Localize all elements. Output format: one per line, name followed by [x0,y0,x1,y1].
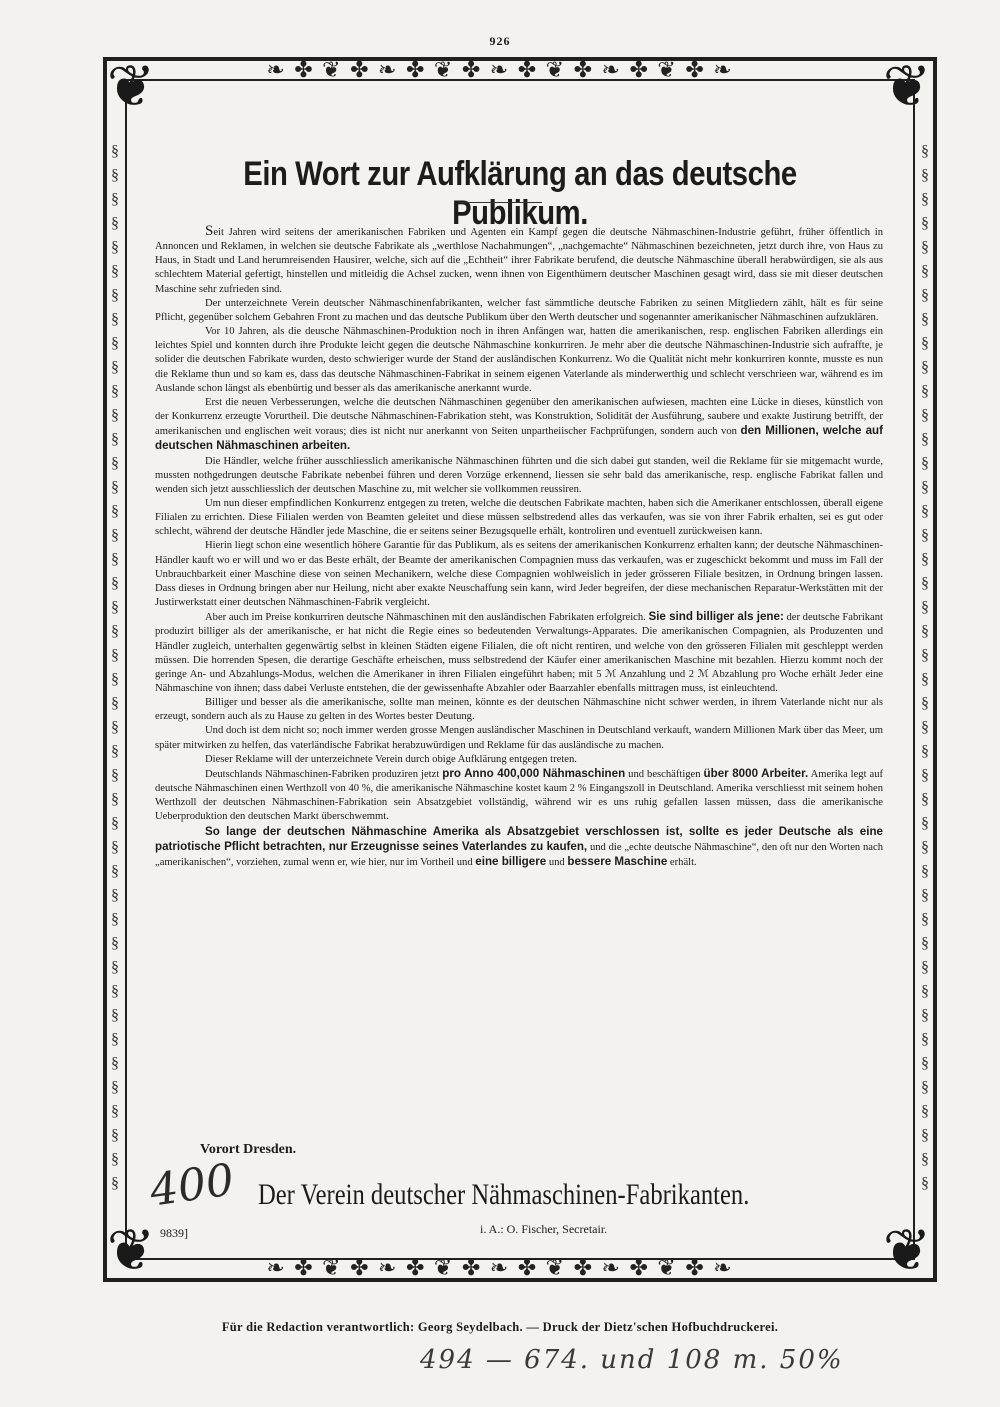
corner-ornament-top-left: ❦ [106,54,156,119]
body-paragraph [155,753,883,767]
paragraph-text: und [546,856,568,868]
body-paragraph [155,767,883,825]
emphasis-text: den Millionen, welche auf deutschen Nähmaschinen arbeiten. [155,424,883,453]
body-paragraph [155,396,883,455]
secretary-line: i. A.: O. Fischer, Secretair. [480,1222,608,1236]
handwritten-note: 494 — 674. und 108 m. 50% [420,1345,844,1375]
paragraph-text: erhält. [667,856,697,868]
page-title: Ein Wort zur Aufklärung an das deutsche Publikum. [243,154,797,232]
body-paragraph [155,497,883,539]
printer-imprint: Für die Redaction verantwortlich: Georg Seydelbach. — Druck der Dietz'schen Hofbuchdruckerei. [221,1320,779,1334]
page-number: 926 [489,34,511,48]
emphasis-text: bessere Maschine [567,854,668,868]
body-paragraph [155,610,883,696]
body-paragraph [155,455,883,497]
left-border-ornament: § § § § § § § § § § § § § § § § § § § § § § § § § § § § § § § § § § § § § § § § § § § § [111,143,119,1192]
paragraph-text: und die „echte deutsche Nähmaschine“, den oft nur den Worten nach „amerikanischen“, vorziehen, zumal wenn er, wie hier, nur im Vortheil und [155,841,883,868]
article-body [155,224,883,870]
vorort-line: Vorort Dresden. [200,1142,297,1157]
body-paragraph [155,224,883,297]
body-paragraph [155,539,883,610]
emphasis-text: über 8000 Arbeiter. [703,766,809,780]
handwritten-mark: 400 [146,1154,238,1217]
paragraph-text: Deutschlands Nähmaschinen-Fabriken produziren jetzt [205,768,443,780]
paragraph-text: Der unterzeichnete Verein deutscher Nähmaschinenfabrikanten, welcher fast sämmtliche deutsche Fabriken zu seinen Mitgliedern zählt, hält es für seine Pflicht, gegenüber solchem Gebahren Front zu machen und das deutsche Publikum über den Werth deutscher und sogenannter amerikanischer Nähmaschinen aufzuklären. [155,297,883,323]
body-paragraph [155,325,883,396]
body-paragraph [155,297,883,325]
body-paragraph [155,724,883,752]
order-number: 9839] [160,1226,188,1240]
paragraph-text: eit Jahren wird seitens der amerikanischen Fabriken und Agenten ein Kampf gegen die deutsche Nähmaschinen-Industrie geführt, früher öffentlich in Annoncen und Reklamen, in welchen sie deutsche Fabrikate als „werthlose Nachahmungen“, „nachgemachte“ Nähmaschinen bezeichneten, jetzt durch ihre, von Haus zu Haus, in Stadt und Land herumreisenden Hausirer, welche, sich auf die „Echtheit“ ihrer Fabrikate berufend, die deutsche Nähmaschine überall herabwürdigen, sie als aus schlechtem Material gefertigt, hinstellen und mitleidig die Achsel zucken, wenn ihnen von Eigenthümern deutscher Maschinen gesagt wird, dass sie mit dieser deutschen Maschine sehr zufrieden sind. [155,227,883,295]
body-paragraph [155,696,883,724]
paragraph-text: Dieser Reklame will der unterzeichnete Verein durch obige Aufklärung entgegen treten. [205,753,577,765]
title-rule [458,202,542,203]
paragraph-text: Vor 10 Jahren, als die deusche Nähmaschinen-Produktion noch in ihren Anfängen war, hatten die amerikanischen, resp. englischen Fabriken allerdings ein leichtes Spiel und konnten durch ihre Produkte leicht gegen die deutsche Nähmaschine konkurriren. Je mehr aber die deutsche Nähmaschinen-Industrie sich aufraffte, je solider die deutschen Fabrikate wurden, desto schwieriger wurde der Stand der ausländischen Konkurrenz. Wo die Qualität nicht mehr konkurriren konnte, musste es nun die Reklame thun und so kam es, dass das deutsche Nähmaschinen-Fabrikat in seinem eigenen Vaterlande als minderwerthig und schlecht verschrieen war, während es im Auslande schon längst als ebenbürtig und besser als das amerikanische anerkannt wurde. [155,326,883,394]
corner-ornament-bottom-left: ❦ [106,1218,156,1283]
paragraph-text: Und doch ist dem nicht so; noch immer werden grosse Mengen ausländischer Maschinen in Deutschland verkauft, wandern Millionen Mark über das Meer, um später mitwirken zu helfen, das vaterländische Fabrikat herabzuwürdigen und Reklame für das ausländische zu machen. [155,725,883,751]
paragraph-text: Hierin liegt schon eine wesentlich höhere Garantie für das Publikum, als es seitens der amerikanischen Konkurrenz erhalten kann; der deutsche Nähmaschinen-Händler kauft wo er will und wo er das Beste erhält, der Beamte der amerikanischen Compagnien muss das verkaufen, was er zugeschickt bekommt und muss im Fall der Unbrauchbarkeit einer Maschine diese von seinen Mechanikern, welche diese Compagnien wohlweislich in jeder grösseren Filiale besitzen, in Ordnung bringen lassen. Dass dieses in Ordnung bringen aber nur Heilung, nicht aber exakte Neuschaffung sein kann, wird Jeder begreifen, der diese mechanischen Reparatur-Werkstätten mit der Justirwerkstatt einer deutschen Nähmaschinen-Fabrik vergleicht. [155,540,883,609]
paragraph-text: Amerika legt auf deutsche Nähmaschinen einen Werthzoll von 40 %, die amerikanische Nähmaschine kostet kaum 2 % Eingangszoll in Deutschland. Amerika verschliesst mit seinem hohen Werthzoll der deutschen Nähmaschinen-Fabrikation sein Absatzgebiet vollständig, während wir es uns ruhig gefallen lassen müssen, dass die amerikanische Ueberproduktion den deutschen Markt überschwemmt. [155,768,884,823]
right-border-ornament: § § § § § § § § § § § § § § § § § § § § § § § § § § § § § § § § § § § § § § § § § § § § [921,143,929,1192]
bottom-border-ornament: ❧ ✤ ❦ ✤ ❧ ✤ ❦ ✤ ❧ ✤ ❦ ✤ ❧ ✤ ❦ ✤ ❧ [266,1255,734,1280]
paragraph-text: der deutsche Fabrikant produzirt billiger als der amerikanische, er hat nicht die Regie eines so bedeutenden Verwaltungs-Apparates. Die amerikanischen Compagnien, als Produzenten und Händler zugleich, unterhalten gegenwärtig selbst in kleinen Städten eigene Filialen, die oft nicht rentiren, und welche von den grösseren Filialen mit geschleppt werden müssen. Die horrenden Spesen, die derartige Geschäfte erheischen, muss selbstredend der Käufer einer amerikanischen Maschine mit bezahlen. Hierzu kommt noch der geringe An- und Abzahlungs-Modus, welchen die Amerikaner in ihren Filialen eingeführt haben; mit 5 ℳ Anzahlung und 2 ℳ Abzahlung pro Woche erhält Jeder eine Nähmaschine von ihnen; dass dabei Verluste entstehen, die der gewissenhafte Abzahler oder Baarzahler ebenfalls mittragen muss, ist einleuchtend. [155,612,883,694]
corner-ornament-top-right: ❦ [882,54,932,119]
emphasis-text: So lange der deutschen Nähmaschine Amerika als Absatzgebiet verschlossen ist, sollte es jeder Deutsche als eine patriotische Pflicht betrachten, nur Erzeugnisse seines Vaterlandes zu kaufen, [155,824,883,853]
paragraph-text: und beschäftigen [625,768,704,780]
drop-cap: S [205,223,214,239]
paragraph-text: Aber auch im Preise konkurriren deutsche Nähmaschinen mit den ausländischen Fabrikaten erfolgreich. [205,612,649,624]
corner-ornament-bottom-right: ❦ [882,1218,932,1283]
emphasis-text: eine billigere [475,854,547,868]
top-border-ornament: ❧ ✤ ❦ ✤ ❧ ✤ ❦ ✤ ❧ ✤ ❦ ✤ ❧ ✤ ❦ ✤ ❧ [266,57,734,82]
paragraph-text: Erst die neuen Verbesserungen, welche die deutschen Nähmaschinen gegenüber den amerikanischen aufwiesen, machten eine Lücke in dieses, künstlich von der Konkurrenz erzeugte Vorurtheil. Die deutsche Nähmaschinen-Fabrikation steht, was Konstruktion, Solidität der Ausführung, saubere und exakte Justirung betrifft, der amerikanischen und englischen weit voraus; dies ist nicht nur anerkannt von Seiten unpartheiischer Fachprüfungen, sondern auch von [155,396,883,438]
emphasis-text: Sie sind billiger als jene: [648,610,784,624]
paragraph-text: Billiger und besser als die amerikanische, sollte man meinen, könnte es der deutschen Nähmaschine nicht schwer werden, in ihrem Vaterlande nicht nur als erzeugt, sondern auch als zu Hause zu gelten in des Wortes bester Deutung. [155,697,883,723]
paragraph-text: Die Händler, welche früher ausschliesslich amerikanische Nähmaschinen führten und die sich dabei gut standen, weil die Reklame für sie mitgemacht wurde, mussten nothgedrungen deutsche Fabrikate nebenbei führen und deren Vorzüge erkennend, liessen sie sehr bald das amerikanische, resp. englische Fabrikat fallen und wenden sich jetzt ausschliesslich der deutschen Maschine zu, mit welcher sie vollkommen reussiren. [155,455,883,495]
paragraph-text: Um nun dieser empfindlichen Konkurrenz entgegen zu treten, welche die deutschen Fabrikate machten, haben sich die Amerikaner entschlossen, überall eigene Filialen zu errichten. Diese Filialen werden von Beamten geleitet und diese müssen selbstredend alles das verkaufen, was sie von ihrer Fabrik erhalten, sei es gut oder schlecht, während der deutsche Händler jede Maschine, die er seitens seiner Bezugsquelle erhält, kontroliren und eventuell zurückweisen kann. [155,497,883,538]
association-signature: Der Verein deutscher Nähmaschinen-Fabrikanten. [258,1178,750,1211]
emphasis-text: pro Anno 400,000 Nähmaschinen [442,766,626,780]
body-paragraph [155,825,883,870]
